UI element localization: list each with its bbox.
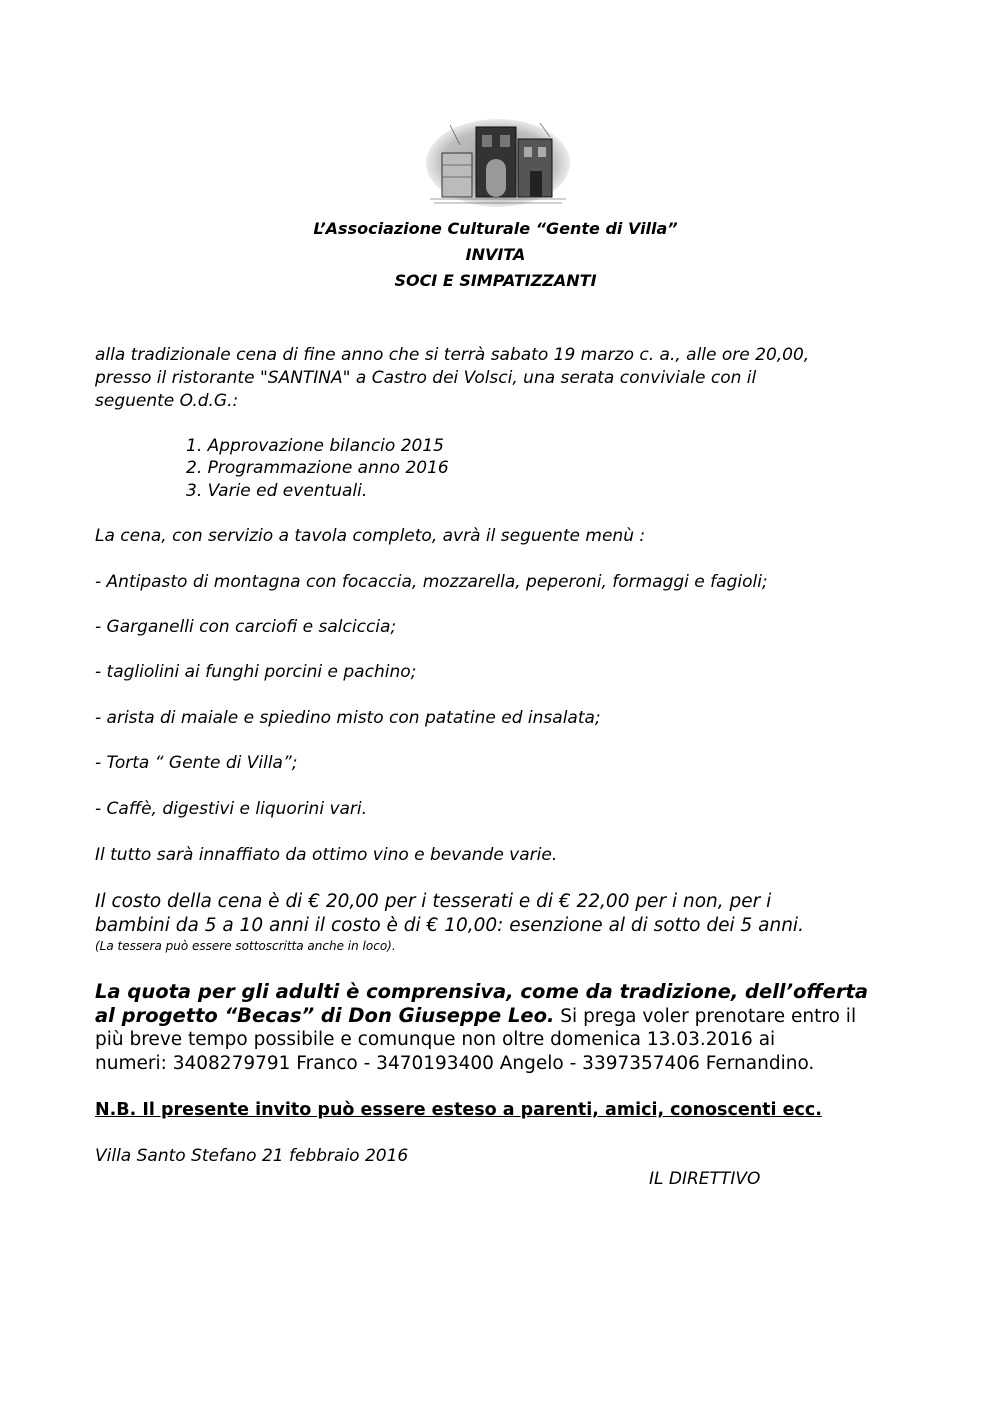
menu-item: - Caffè, digestivi e liquorini vari.	[95, 799, 368, 819]
membership-note: (La tessera può essere sottoscritta anche in loco).	[95, 939, 396, 953]
quota-line-3: più breve tempo possibile e comunque non oltre domenica 13.03.2016 ai	[95, 1029, 776, 1050]
menu-intro: La cena, con servizio a tavola completo, avrà il seguente menù :	[95, 526, 646, 546]
becas-project: al progetto “Becas” di Don Giuseppe Leo.	[95, 1004, 555, 1027]
cost-line-2: bambini da 5 a 10 anni il costo è di € 10,00: esenzione al di sotto dei 5 anni.	[95, 915, 804, 936]
menu-item: - Torta “ Gente di Villa”;	[95, 753, 298, 773]
menu-item: - Garganelli con carciofi e salciccia;	[95, 617, 397, 637]
booking-request: Si prega voler prenotare entro il	[554, 1006, 857, 1027]
quota-line-2	[95, 1004, 895, 1029]
menu-item: - tagliolini ai funghi porcini e pachino;	[95, 662, 417, 682]
audience-title: SOCI E SIMPATIZZANTI	[394, 271, 597, 290]
menu-item: - Antipasto di montagna con focaccia, mozzarella, peperoni, formaggi e fagioli;	[95, 572, 768, 592]
association-title: L’Associazione Culturale “Gente di Villa”	[313, 219, 678, 238]
village-tower-engraving-logo	[420, 115, 576, 211]
menu-item: - arista di maiale e spiedino misto con patatine ed insalata;	[95, 708, 601, 728]
agenda-item: 1. Approvazione bilancio 2015	[186, 436, 444, 456]
invite-title: INVITA	[465, 245, 526, 264]
nb-note: N.B. Il presente invito può essere esteso a parenti, amici, conoscenti ecc.	[95, 1100, 822, 1120]
place-date: Villa Santo Stefano 21 febbraio 2016	[95, 1146, 409, 1166]
quota-line-1: La quota per gli adulti è comprensiva, come da tradizione, dell’offerta	[95, 980, 868, 1003]
agenda-item: 2. Programmazione anno 2016	[186, 458, 449, 478]
intro-line-1: alla tradizionale cena di fine anno che si terrà sabato 19 marzo c. a., alle ore 20,00,	[95, 345, 810, 365]
intro-line-2: presso il ristorante "SANTINA" a Castro dei Volsci, una serata conviviale con il	[95, 368, 757, 388]
agenda-item: 3. Varie ed eventuali.	[186, 481, 368, 501]
signature: IL DIRETTIVO	[649, 1169, 761, 1189]
intro-line-3: seguente O.d.G.:	[95, 391, 239, 411]
cost-line-1: Il costo della cena è di € 20,00 per i tesserati e di € 22,00 per i non, per i	[95, 891, 772, 912]
drinks-note: Il tutto sarà innaffiato da ottimo vino e bevande varie.	[95, 845, 558, 865]
phone-numbers: numeri: 3408279791 Franco - 3470193400 Angelo - 3397357406 Fernandino.	[95, 1053, 815, 1074]
